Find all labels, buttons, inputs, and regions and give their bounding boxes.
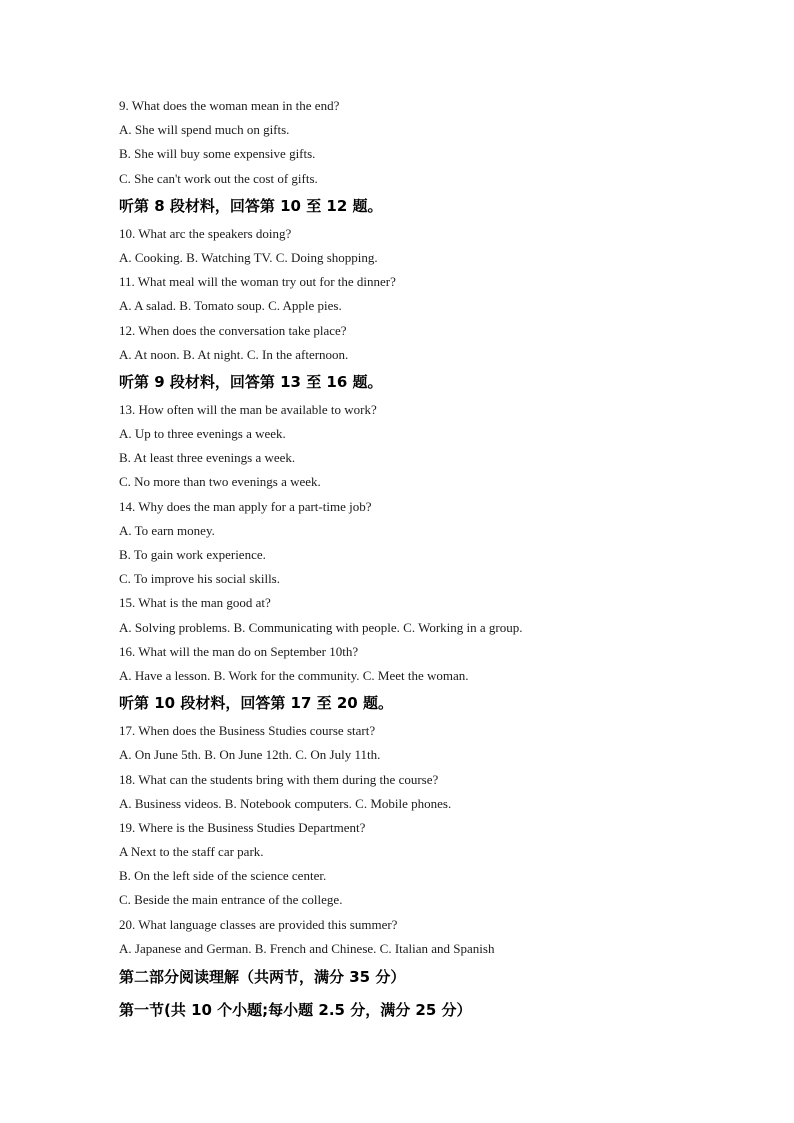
option-19b: B. On the left side of the science center. [119, 868, 327, 884]
question-18: 18. What can the students bring with them during the course? [119, 771, 439, 787]
option-9a: A. She will spend much on gifts. [119, 122, 290, 138]
option-13a: A. Up to three evenings a week. [119, 426, 286, 442]
options-20: A. Japanese and German. B. French and Chinese. C. Italian and Spanish [119, 940, 495, 956]
options-15: A. Solving problems. B. Communicating with people. C. Working in a group. [119, 619, 523, 635]
section-heading-10: 听第 10 段材料，回答第 17 至 20 题。 [119, 694, 393, 713]
question-14: 14. Why does the man apply for a part-time job? [119, 498, 372, 514]
question-20: 20. What language classes are provided this summer? [119, 916, 398, 932]
options-10: A. Cooking. B. Watching TV. C. Doing shopping. [119, 249, 378, 265]
option-9c: C. She can't work out the cost of gifts. [119, 170, 318, 186]
options-18: A. Business videos. B. Notebook computers. C. Mobile phones. [119, 795, 452, 811]
option-19a: A Next to the staff car park. [119, 844, 264, 860]
question-9: 9. What does the woman mean in the end? [119, 98, 340, 113]
option-14a: A. To earn money. [119, 522, 215, 538]
question-10: 10. What arc the speakers doing? [119, 225, 292, 241]
question-13: 13. How often will the man be available to work? [119, 401, 377, 417]
option-13b: B. At least three evenings a week. [119, 450, 296, 466]
option-14c: C. To improve his social skills. [119, 571, 280, 587]
question-16: 16. What will the man do on September 10th? [119, 643, 359, 659]
part-two-heading: 第二部分阅读理解（共两节，满分 35 分） [119, 968, 406, 986]
options-11: A. A salad. B. Tomato soup. C. Apple pies. [119, 298, 342, 314]
document-page [119, 94, 759, 1027]
options-16: A. Have a lesson. B. Work for the community. C. Meet the woman. [119, 667, 469, 683]
question-11: 11. What meal will the woman try out for the dinner? [119, 274, 396, 290]
options-17: A. On June 5th. B. On June 12th. C. On July 11th. [119, 747, 381, 763]
question-19: 19. Where is the Business Studies Department? [119, 819, 366, 835]
option-9b: B. She will buy some expensive gifts. [119, 146, 316, 162]
question-12: 12. When does the conversation take place? [119, 322, 347, 338]
question-15: 15. What is the man good at? [119, 595, 271, 611]
section-heading-9: 听第 9 段材料，回答第 13 至 16 题。 [119, 372, 383, 391]
question-17: 17. When does the Business Studies course start? [119, 723, 376, 739]
option-14b: B. To gain work experience. [119, 547, 266, 562]
options-12: A. At noon. B. At night. C. In the afternoon. [119, 346, 349, 362]
option-13c: C. No more than two evenings a week. [119, 474, 321, 490]
section-heading-8: 听第 8 段材料，回答第 10 至 12 题。 [119, 196, 383, 215]
section-one-heading: 第一节(共 10 个小题;每小题 2.5 分，满分 25 分） [119, 1001, 472, 1019]
option-19c: C. Beside the main entrance of the college. [119, 892, 343, 908]
